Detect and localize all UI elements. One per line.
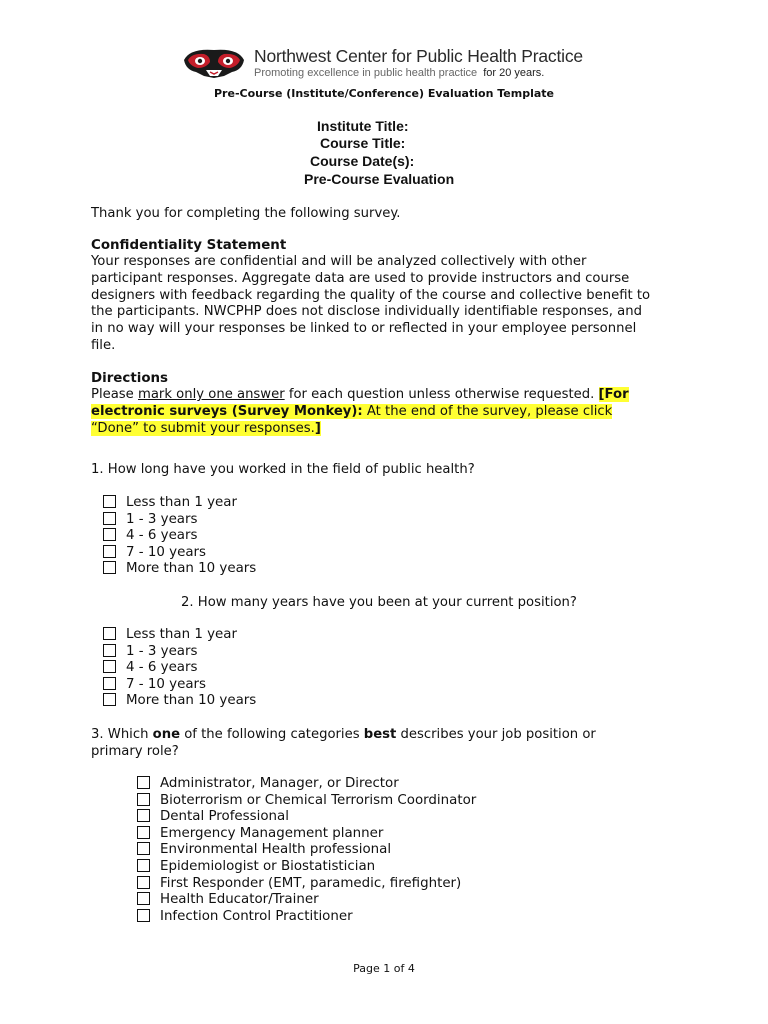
question-1-options [103, 495, 256, 578]
q1-option-label: 4 - 6 years [126, 528, 198, 544]
checkbox-icon[interactable] [137, 859, 150, 872]
checkbox-icon[interactable] [103, 545, 116, 558]
checkbox-icon[interactable] [103, 660, 116, 673]
directions-please: Please [91, 387, 138, 402]
question-3-text [91, 727, 691, 761]
question-2-text: 2. How many years have you been at your current position? [181, 595, 577, 610]
org-years: for 20 years. [483, 67, 545, 79]
q1-option-label: 1 - 3 years [126, 511, 198, 527]
q1-option[interactable] [103, 495, 256, 512]
directions-mark-one: mark only one answer [138, 387, 285, 402]
q1-option-label: Less than 1 year [126, 495, 238, 510]
checkbox-icon[interactable] [103, 561, 116, 574]
directions-heading: Directions [91, 371, 169, 386]
q3-option[interactable] [137, 776, 476, 793]
q3-option[interactable] [137, 909, 476, 926]
checkbox-icon[interactable] [137, 826, 150, 839]
checkbox-icon[interactable] [137, 809, 150, 822]
nwcphp-logo-icon [180, 46, 248, 82]
checkbox-icon[interactable] [137, 876, 150, 889]
q3-part: of the following categories [180, 727, 364, 742]
q2-option[interactable] [103, 677, 256, 694]
confidentiality-line: in no way will your responses be linked to or reflected in your employee personnel [91, 321, 637, 337]
q3-option[interactable] [137, 826, 476, 843]
checkbox-icon[interactable] [137, 909, 150, 922]
q3-option-label: Dental Professional [160, 809, 289, 825]
org-tagline [254, 67, 544, 79]
q3-part: describes your job position or [396, 727, 596, 742]
course-title-label: Course Title: [320, 135, 406, 151]
question-2-options [103, 627, 256, 710]
directions-rest: for each question unless otherwise requested. [284, 387, 599, 402]
directions-electronic: electronic surveys (Survey Monkey): [91, 403, 363, 419]
q1-option[interactable] [103, 545, 256, 562]
q3-option[interactable] [137, 842, 476, 859]
checkbox-icon[interactable] [137, 842, 150, 855]
q2-option[interactable] [103, 693, 256, 710]
q3-option-label: Emergency Management planner [160, 825, 384, 841]
intro-text: Thank you for completing the following survey. [91, 206, 401, 221]
confidentiality-line: file. [91, 337, 116, 353]
checkbox-icon[interactable] [103, 528, 116, 541]
confidentiality-line: the participants. NWCPHP does not disclose individually identifiable responses, and [91, 304, 642, 320]
q3-option[interactable] [137, 859, 476, 876]
question-3-options [137, 776, 476, 925]
checkbox-icon[interactable] [103, 512, 116, 525]
checkbox-icon[interactable] [103, 627, 116, 640]
q2-option-label: 4 - 6 years [126, 660, 198, 676]
q3-option-label: Infection Control Practitioner [160, 908, 353, 924]
confidentiality-body [91, 254, 691, 355]
directions-done: “Done” to submit your responses. [91, 420, 315, 436]
checkbox-icon[interactable] [137, 892, 150, 905]
q3-option-label: Bioterrorism or Chemical Terrorism Coordinator [160, 792, 477, 808]
q2-option[interactable] [103, 660, 256, 677]
q1-option-label: More than 10 years [126, 561, 257, 577]
checkbox-icon[interactable] [137, 776, 150, 789]
q1-option[interactable] [103, 528, 256, 545]
confidentiality-line: participant responses. Aggregate data are used to provide instructors and course [91, 270, 630, 286]
checkbox-icon[interactable] [103, 677, 116, 690]
q2-option[interactable] [103, 627, 256, 644]
q3-line2: primary role? [91, 743, 179, 759]
q3-best: best [363, 727, 397, 742]
q3-one: one [152, 727, 181, 742]
checkbox-icon[interactable] [103, 693, 116, 706]
checkbox-icon[interactable] [103, 644, 116, 657]
checkbox-icon[interactable] [137, 793, 150, 806]
checkbox-icon[interactable] [103, 495, 116, 508]
page-footer: Page 1 of 4 [353, 962, 415, 975]
directions-end: At the end of the survey, please click [362, 403, 613, 419]
confidentiality-heading: Confidentiality Statement [91, 238, 287, 253]
evaluation-title: Pre-Course Evaluation [304, 171, 455, 187]
q3-option[interactable] [137, 809, 476, 826]
q1-option[interactable] [103, 561, 256, 578]
q3-option-label: Administrator, Manager, or Director [160, 776, 399, 791]
q2-option-label: 1 - 3 years [126, 643, 198, 659]
q3-option-label: Environmental Health professional [160, 842, 392, 858]
q2-option[interactable] [103, 644, 256, 661]
directions-for: [For [598, 387, 629, 402]
q3-option-label: Epidemiologist or Biostatistician [160, 858, 376, 874]
org-tagline-text: Promoting excellence in public health practice [254, 67, 478, 79]
directions-close: ] [314, 420, 321, 436]
institute-title-label: Institute Title: [317, 118, 409, 134]
q3-option[interactable] [137, 892, 476, 909]
q1-option[interactable] [103, 512, 256, 529]
confidentiality-line: Your responses are confidential and will be analyzed collectively with other [91, 254, 587, 269]
q1-option-label: 7 - 10 years [126, 544, 207, 560]
q3-option[interactable] [137, 793, 476, 810]
directions-body [91, 387, 691, 437]
q3-option-label: Health Educator/Trainer [160, 892, 319, 908]
q3-option-label: First Responder (EMT, paramedic, firefighter) [160, 875, 462, 891]
q3-part: 3. Which [91, 727, 153, 742]
q2-option-label: 7 - 10 years [126, 676, 207, 692]
org-name: Northwest Center for Public Health Practice [254, 46, 583, 66]
q2-option-label: More than 10 years [126, 693, 257, 709]
confidentiality-line: designers with feedback regarding the quality of the course and collective benefit to [91, 287, 651, 303]
question-1-text: 1. How long have you worked in the field of public health? [91, 462, 475, 477]
template-title: Pre-Course (Institute/Conference) Evaluation Template [214, 87, 554, 100]
q3-option[interactable] [137, 876, 476, 893]
course-dates-label: Course Date(s): [310, 153, 415, 169]
q2-option-label: Less than 1 year [126, 627, 238, 642]
